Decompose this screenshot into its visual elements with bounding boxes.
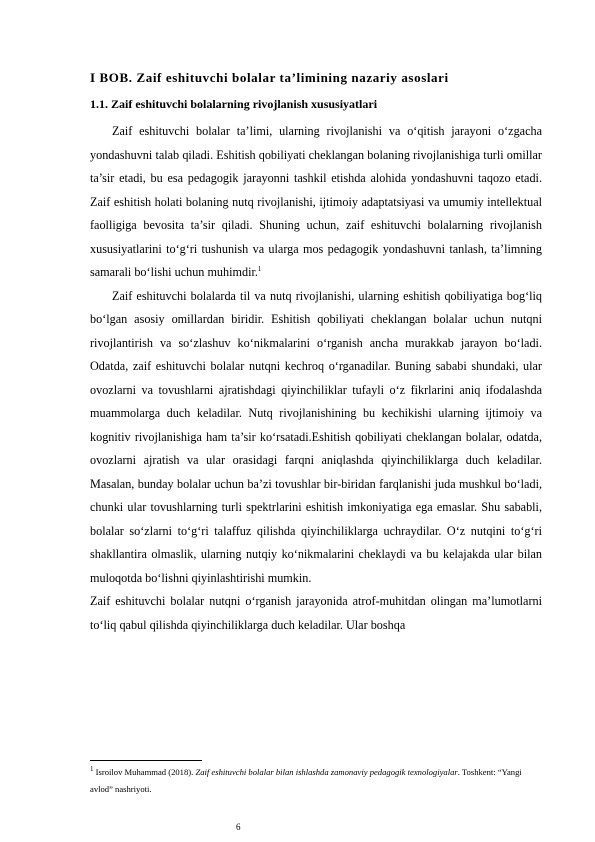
footnote-number: 1 bbox=[90, 765, 94, 774]
footnote-title: Zaif eshituvchi bolalar bilan ishlashda zamonaviy pedagogik texnologiyalar bbox=[195, 767, 458, 777]
footnote-separator bbox=[90, 760, 202, 761]
paragraph-3: Zaif eshituvchi bolalar nutqni o‘rganish jarayonida atrof-muhitdan olingan ma’lumotlarni to‘liq qabul qilishda qiyinchiliklarga duch keladilar. Ular boshqa bbox=[90, 594, 542, 632]
page-number: 6 bbox=[236, 822, 241, 832]
body-text bbox=[90, 120, 542, 637]
paragraph-1 bbox=[90, 120, 542, 285]
section-title: 1.1. Zaif eshituvchi bolalarning rivojlanish xususiyatlari bbox=[90, 97, 378, 111]
footnote-author: Isroilov Muhammad (2018). bbox=[95, 767, 196, 777]
footnote bbox=[90, 764, 542, 798]
paragraph-1-text: Zaif eshituvchi bolalar ta’limi, ularning rivojlanishi va o‘qitish jarayoni o‘zgacha yondashuvni talab qiladi. Eshitish qobiliyati cheklangan bolaning rivojlanishiga turli omillar ta’sir etadi, bu esa pedagogik jarayonni tashkil etishda alohida yondashuvni taqozo etadi. Zaif eshitish holati bolaning nutq rivojlanishi, ijtimoiy adaptatsiyasi va umumiy intellektual faolligiga bevosita ta’sir qiladi. Shuning uchun, zaif eshituvchi bolalarning rivojlanish xususiyatlarini to‘g‘ri tushunish va ularga mos pedagogik yondashuvni tanlash, ta’limning samarali bo‘lishi uchun muhimdir. bbox=[90, 124, 542, 279]
paragraph-2: Zaif eshituvchi bolalarda til va nutq rivojlanishi, ularning eshitish qobiliyatiga bog‘liq bo‘lgan asosiy omillardan biridir. Eshitish qobiliyati cheklangan bolalar uchun nutqni rivojlantirish va so‘zlashuv ko‘nikmalarini o‘rganish ancha murakkab jarayon bo‘ladi. Odatda, zaif eshituvchi bolalar nutqni kechroq o‘rganadilar. Buning sababi shundaki, ular ovozlarni va tovushlarni ajratishdagi qiyinchiliklar tufayli o‘z fikrlarini aniq ifodalashda muammolarga duch keladilar. Nutq rivojlanishining bu kechikishi ularning ijtimoiy va kognitiv rivojlanishiga ham ta’sir ko‘rsatadi.Eshitish qobiliyati cheklangan bolalar, odatda, ovozlarni ajratish va ular orasidagi farqni aniqlashda qiyinchiliklarga duch keladilar. Masalan, bunday bolalar uchun ba’zi tovushlar bir-biridan farqlanishi juda mushkul bo‘ladi, chunki ular tovushlarning turli spektrlarini eshitish imkoniyatiga ega emaslar. Shu sababli, bolalar so‘zlarni to‘g‘ri talaffuz qilishda qiyinchiliklarga uchraydilar. O‘z nutqini to‘g‘ri shakllantira olmaslik, ularning nutqiy ko‘nikmalarini cheklaydi va bu kelajakda ular bilan muloqotda bo‘lishni qiyinlashtirishi mumkin. bbox=[90, 288, 542, 585]
chapter-title: I BOB. Zaif eshituvchi bolalar ta’limining nazariy asoslari bbox=[90, 70, 449, 85]
footnote-reference[interactable]: 1 bbox=[257, 264, 262, 273]
footnote-publisher: . Toshkent: “Yangi avlod” nashriyoti. bbox=[90, 767, 522, 794]
